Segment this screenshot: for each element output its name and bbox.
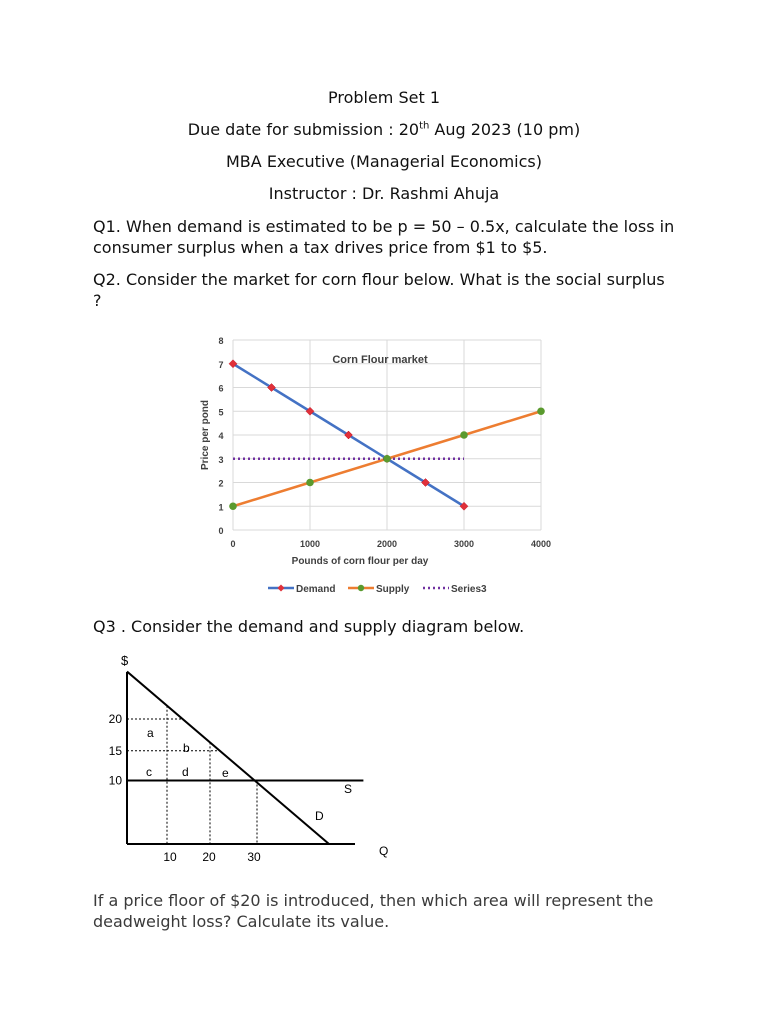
- supply-curve-label: S: [344, 782, 353, 796]
- question-2: Q2. Consider the market for corn flour below. What is the social surplus ?: [93, 270, 665, 310]
- chart-title: Corn Flour market: [332, 354, 428, 366]
- area-label-a: a: [147, 726, 154, 740]
- y-axis-label: Price per pond: [200, 399, 211, 471]
- area-label-d: d: [182, 765, 189, 779]
- y-tick-label: 5: [218, 407, 224, 418]
- y-tick-label: 6: [218, 383, 224, 394]
- supply-point: [306, 479, 314, 487]
- question-3-followup: If a price floor of $20 is introduced, then which area will represent the deadweight loss? Calculate its value.: [93, 891, 654, 931]
- quantity-tick-label: 30: [247, 850, 261, 864]
- x-tick-label: 0: [230, 539, 236, 549]
- due-date-superscript: th: [419, 120, 430, 132]
- quantity-axis-label: Q: [379, 844, 389, 858]
- y-tick-label: 7: [218, 359, 224, 370]
- course-name: MBA Executive (Managerial Economics): [226, 152, 542, 171]
- dollar-axis-label: $: [121, 653, 129, 668]
- y-tick-label: 0: [218, 526, 224, 536]
- legend-marker: [358, 585, 364, 591]
- supply-point: [229, 502, 237, 510]
- x-tick-label: 1000: [299, 539, 321, 549]
- x-tick-label: 4000: [530, 539, 552, 549]
- price-tick-label: 10: [108, 773, 122, 788]
- supply-point: [537, 407, 545, 415]
- legend-label: Series3: [451, 584, 487, 595]
- chart-gridlines: [233, 340, 541, 530]
- chart-legend: [268, 584, 487, 595]
- y-tick-label: 3: [218, 454, 224, 465]
- area-label-e: e: [222, 766, 229, 780]
- price-tick-label: 15: [108, 743, 122, 758]
- x-tick-label: 3000: [453, 539, 475, 549]
- question-1: Q1. When demand is estimated to be p = 50 – 0.5x, calculate the loss in consumer surplus when a tax drives price from $1 to $5.: [93, 217, 675, 257]
- quantity-tick-label: 10: [163, 850, 177, 864]
- question-3: Q3 . Consider the demand and supply diagram below.: [93, 617, 525, 636]
- area-label-c: c: [146, 765, 152, 779]
- legend-label: Supply: [376, 584, 410, 595]
- price-tick-label: 20: [108, 712, 122, 726]
- legend-marker: [278, 585, 285, 592]
- due-date-suffix: Aug 2023 (10 pm): [429, 120, 581, 139]
- y-tick-label: 4: [218, 431, 224, 441]
- x-axis-label: Pounds of corn flour per day: [291, 556, 429, 567]
- due-date: [0, 120, 768, 139]
- y-tick-label: 1: [218, 502, 224, 513]
- demand-supply-diagram: [95, 645, 415, 870]
- corn-flour-chart: [190, 330, 560, 600]
- area-label-b: b: [183, 741, 190, 755]
- demand-curve-label: D: [315, 809, 324, 823]
- quantity-tick-label: 20: [202, 850, 216, 864]
- due-date-prefix: Due date for submission : 20: [187, 120, 420, 139]
- document-title: Problem Set 1: [327, 88, 441, 107]
- supply-point: [460, 431, 468, 439]
- demand-line: [127, 672, 329, 844]
- y-tick-label: 2: [218, 478, 224, 489]
- instructor-name: Instructor : Dr. Rashmi Ahuja: [268, 184, 500, 203]
- legend-label: Demand: [296, 584, 336, 595]
- x-tick-label: 2000: [376, 539, 398, 549]
- y-tick-label: 8: [218, 336, 224, 346]
- supply-point: [383, 455, 391, 463]
